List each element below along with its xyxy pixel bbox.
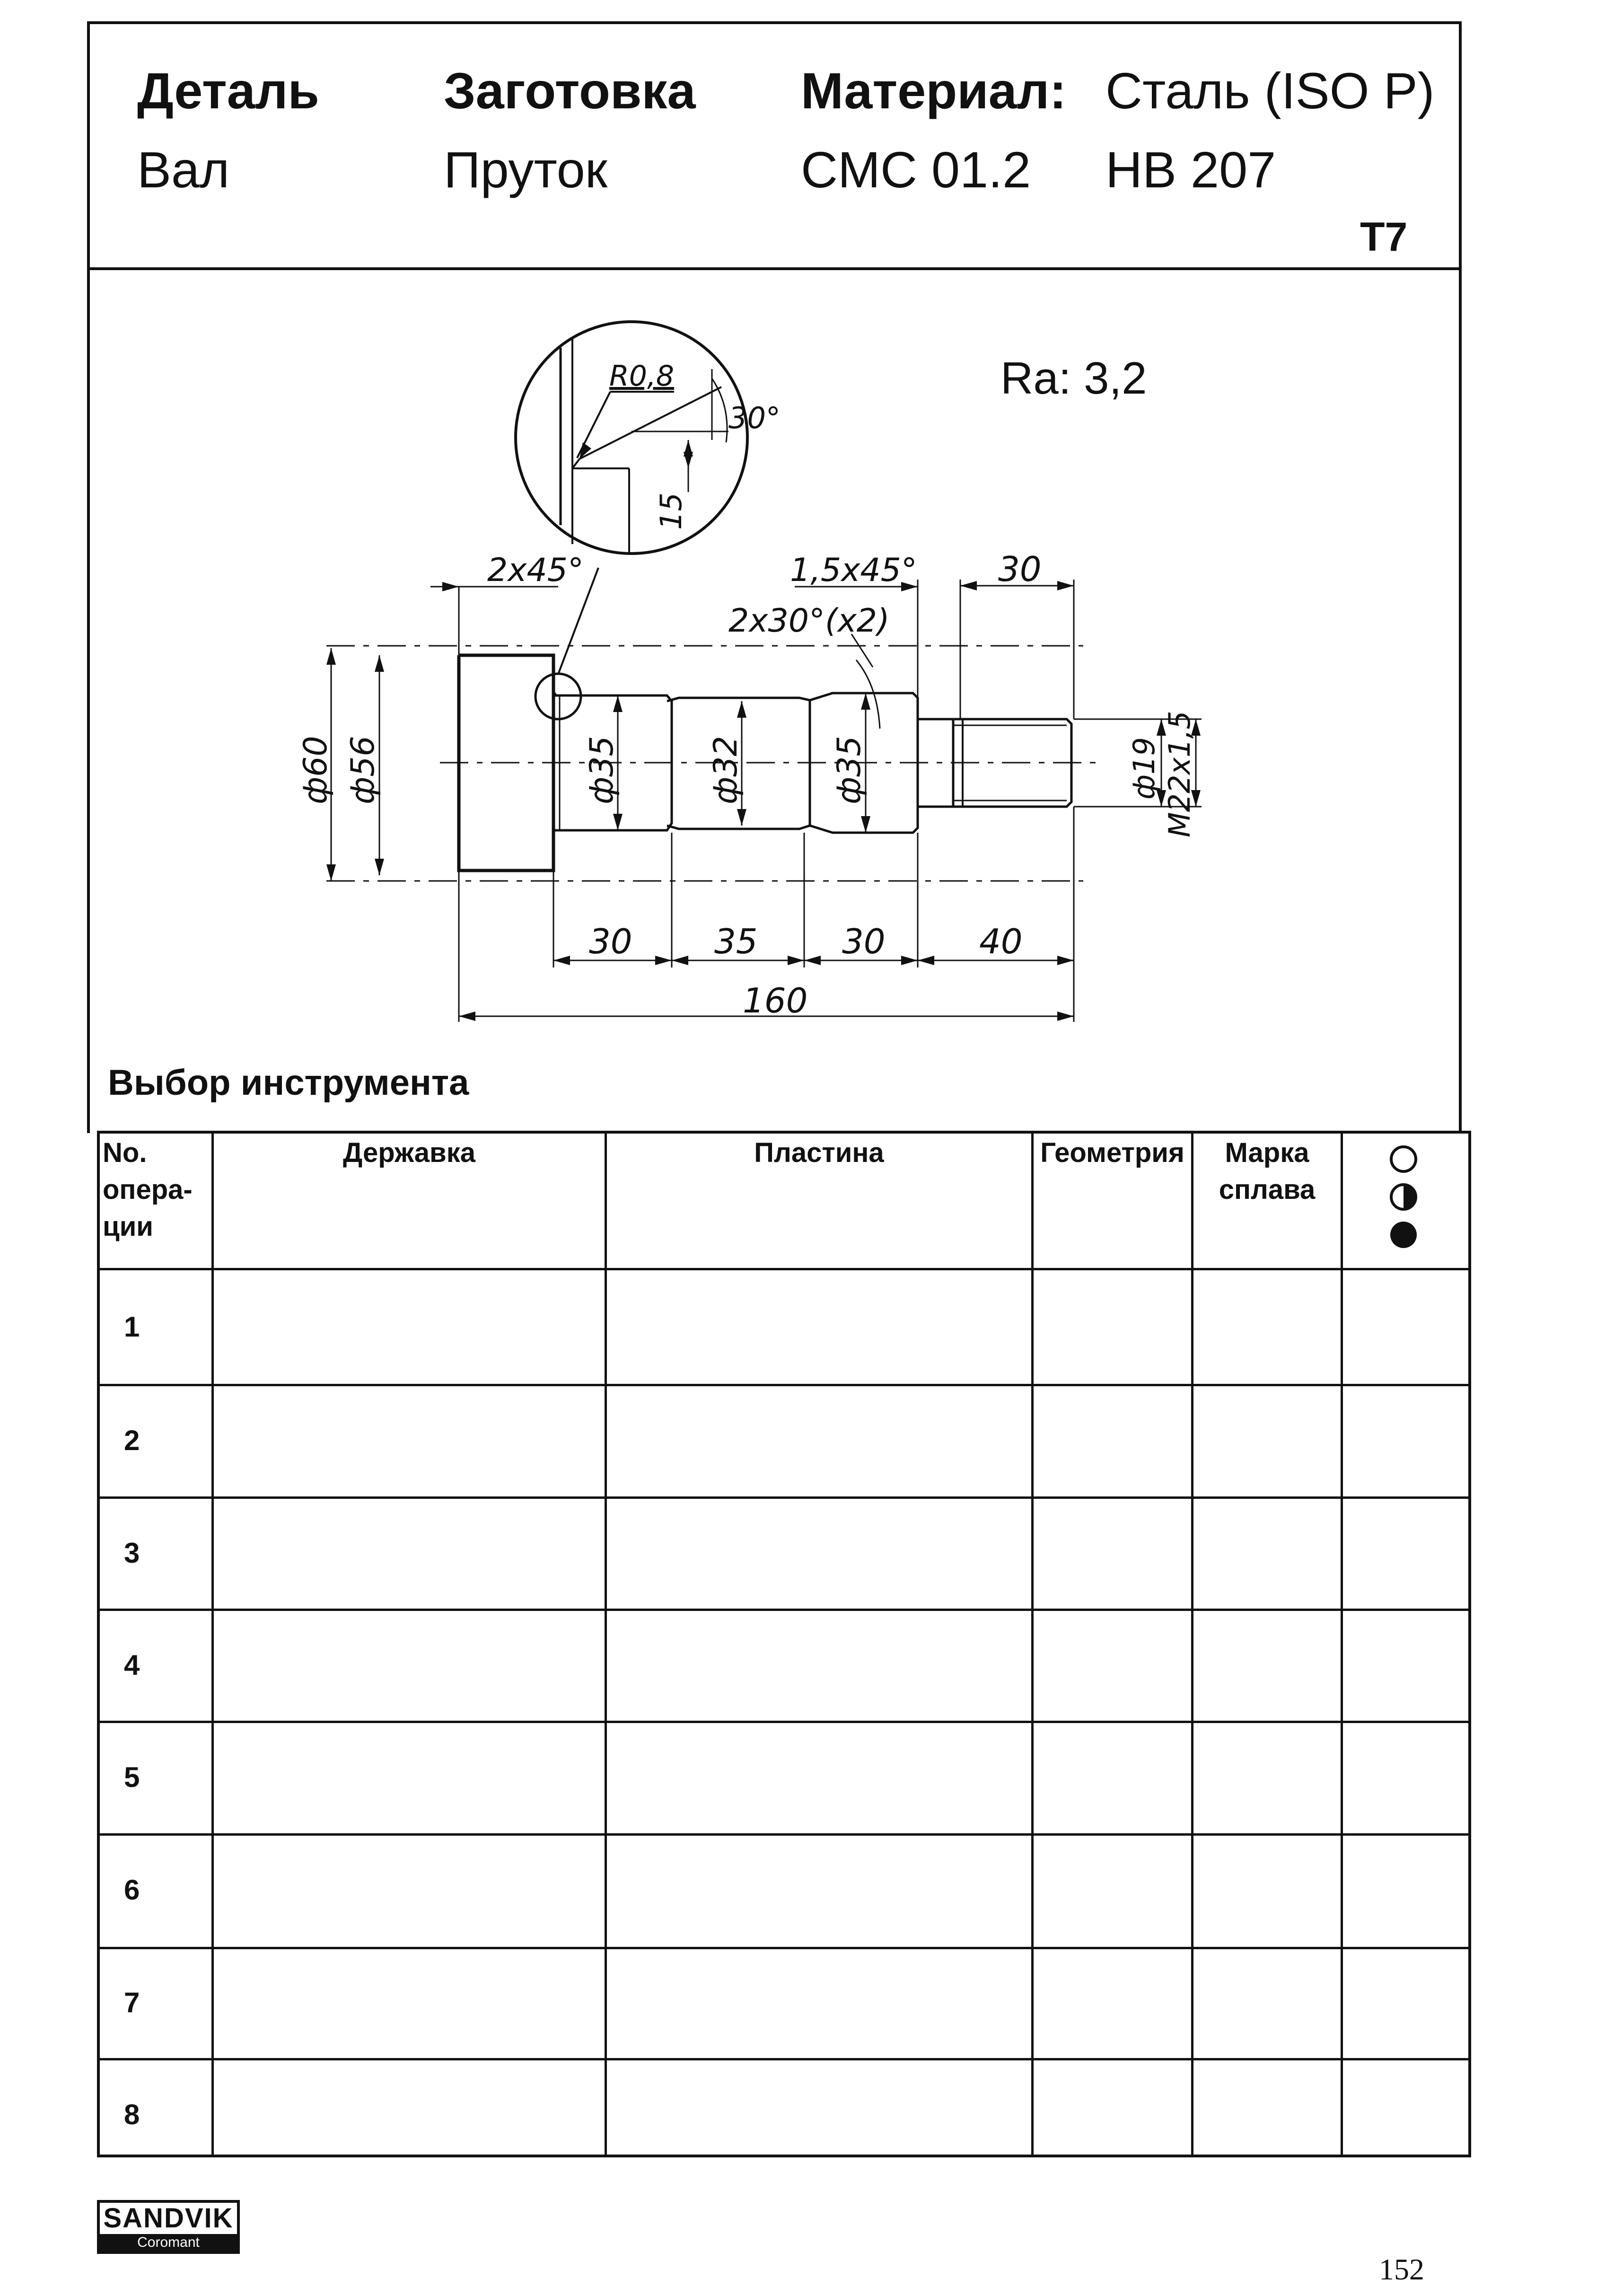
- dim-thread: M22x1,5: [1162, 711, 1197, 837]
- row-number: 3: [124, 1537, 140, 1569]
- dim-d56: ф56: [344, 736, 382, 804]
- col-divider: [1341, 1131, 1343, 2157]
- dim-length-160: 160: [743, 981, 808, 1020]
- row-number: 6: [124, 1874, 140, 1906]
- dim-d60: ф60: [297, 736, 334, 804]
- dim-d19: ф19: [1127, 737, 1161, 800]
- col-divider: [1191, 1131, 1193, 2157]
- row-number: 7: [124, 1987, 140, 2018]
- hardness: HB 207: [1105, 141, 1276, 198]
- dim-length-30-b: 30: [842, 922, 886, 961]
- row-divider: [97, 1833, 1471, 1836]
- header-insert: Пластина: [754, 1137, 884, 1168]
- shaft-drawing: [0, 0, 1623, 1088]
- dim-length-30-a: 30: [589, 922, 632, 961]
- row-divider: [97, 1721, 1471, 1723]
- header-grade: Марка сплава: [1219, 1137, 1316, 1205]
- row-divider: [97, 1496, 1471, 1499]
- row-divider: [97, 1384, 1471, 1386]
- cmc-code: CMC 01.2: [801, 141, 1031, 198]
- dim-length-35: 35: [714, 922, 758, 961]
- dim-chamfer-1-5x45: 1,5x45°: [790, 552, 917, 589]
- row-divider: [97, 2058, 1471, 2060]
- row-number: 1: [124, 1311, 140, 1343]
- row-divider: [97, 1609, 1471, 1611]
- sheet-code: T7: [1360, 214, 1408, 260]
- machining-condition-icons: [1343, 1133, 1469, 1268]
- header-geometry: Геометрия: [1040, 1137, 1184, 1168]
- material-label: Материал:: [801, 62, 1067, 119]
- row-number: 4: [124, 1649, 140, 1681]
- dim-d32: ф32: [707, 736, 745, 804]
- dim-chamfer-2x45: 2x45°: [487, 552, 584, 589]
- col-divider: [1031, 1131, 1034, 2157]
- row-divider: [97, 1947, 1471, 1949]
- page-number: 152: [1379, 2252, 1424, 2286]
- open-circle-icon: [1391, 1147, 1416, 1171]
- col-divider: [605, 1131, 607, 2157]
- filled-circle-icon: [1390, 1222, 1417, 1248]
- header-op-no: No. опера- ции: [103, 1137, 193, 1242]
- logo-text-bottom: Coromant: [100, 2234, 237, 2251]
- row-number: 2: [124, 1425, 140, 1456]
- part-label: Деталь: [137, 62, 319, 119]
- half-circle-icon: [1391, 1185, 1416, 1209]
- dim-d35-right: ф35: [831, 736, 868, 804]
- row-number: 5: [124, 1761, 140, 1793]
- dim-15: 15: [654, 493, 688, 530]
- blank-label: Заготовка: [444, 62, 696, 119]
- part-value: Вал: [137, 141, 230, 198]
- material-value: Сталь (ISO P): [1105, 62, 1435, 119]
- tool-table: [97, 1131, 1471, 2157]
- blank-value: Пруток: [444, 141, 608, 198]
- dim-d35-left: ф35: [583, 736, 621, 804]
- dim-length-30-top: 30: [998, 549, 1042, 589]
- row-number: 8: [124, 2099, 140, 2130]
- dim-length-40: 40: [979, 922, 1023, 961]
- dim-radius: R0,8: [609, 360, 675, 393]
- dim-groove: 2x30°(x2): [728, 602, 890, 640]
- sandvik-logo: [97, 2200, 240, 2254]
- roughness-spec: Ra: 3,2: [1000, 353, 1147, 404]
- logo-text-top: SANDVIK: [100, 2203, 237, 2234]
- section-title: Выбор инструмента: [108, 1063, 469, 1103]
- col-divider: [211, 1131, 214, 2157]
- header-holder: Державка: [343, 1137, 475, 1168]
- row-divider: [97, 1268, 1471, 1270]
- dim-angle-30: 30°: [728, 401, 781, 435]
